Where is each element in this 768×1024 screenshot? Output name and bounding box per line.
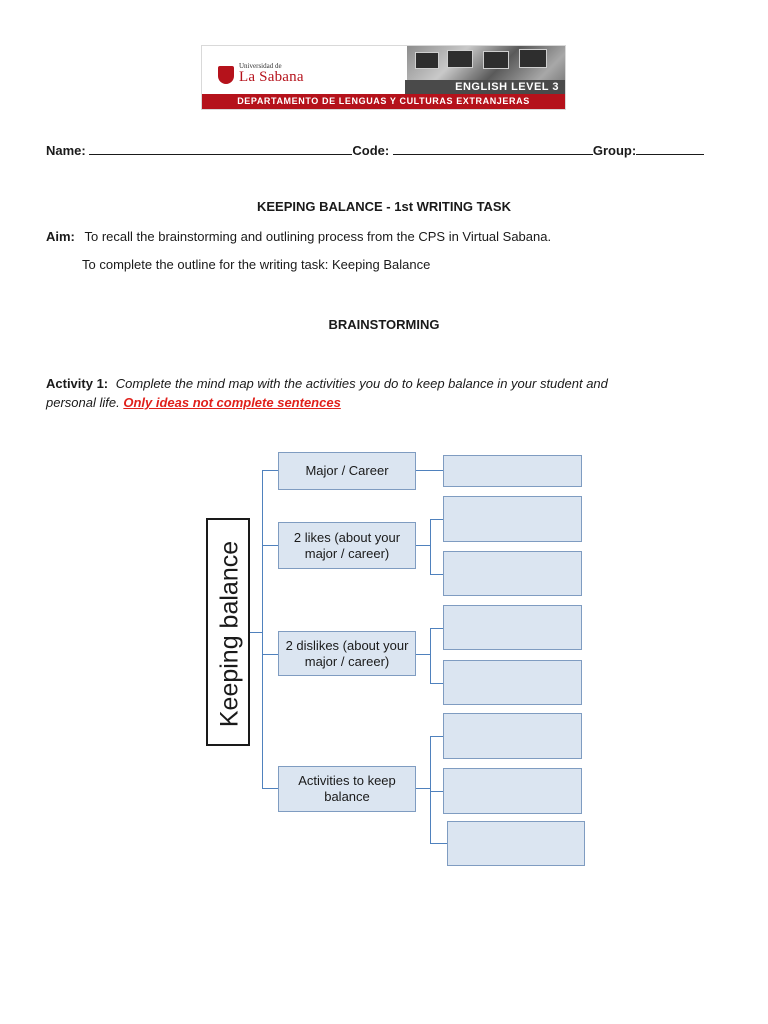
aim-label: Aim:	[46, 229, 75, 244]
activity-label: Activity 1:	[46, 376, 109, 391]
answer-box-like-2[interactable]	[443, 551, 582, 596]
answer-box-like-1[interactable]	[443, 496, 582, 542]
header-banner	[201, 45, 566, 110]
activity-text-a: Complete the mind map with the activities you do to keep balance in your student and	[115, 376, 608, 391]
group-field[interactable]	[636, 143, 704, 155]
code-label: Code:	[352, 143, 390, 158]
aim-text-1: To recall the brainstorming and outlining process from the CPS in Virtual Sabana.	[84, 229, 552, 244]
mindmap-center-label: Keeping balance	[215, 540, 244, 728]
university-logo	[202, 46, 407, 95]
branch-likes: 2 likes (about your major / career)	[278, 522, 416, 569]
answer-box-activity-1[interactable]	[443, 713, 582, 759]
mindmap-center-node	[206, 518, 250, 746]
level-badge: ENGLISH LEVEL 3	[405, 80, 565, 94]
answer-box-activity-3[interactable]	[447, 821, 585, 866]
answer-box-career[interactable]	[443, 455, 582, 487]
department-bar: DEPARTAMENTO DE LENGUAS Y CULTURAS EXTRANJERAS	[202, 94, 565, 109]
branch-major-career: Major / Career	[278, 452, 416, 490]
code-field[interactable]	[393, 143, 593, 155]
group-label: Group:	[592, 143, 637, 158]
aim-line-1	[46, 229, 551, 244]
student-info-row	[46, 143, 718, 158]
aim-text-2: To complete the outline for the writing task: Keeping Balance	[82, 257, 431, 272]
branch-activities: Activities to keep balance	[278, 766, 416, 812]
answer-box-activity-2[interactable]	[443, 768, 582, 814]
shield-icon	[218, 66, 234, 84]
section-title: BRAINSTORMING	[328, 317, 440, 332]
activity-emphasis: Only ideas not complete sentences	[123, 395, 341, 410]
task-title: KEEPING BALANCE - 1st WRITING TASK	[257, 199, 511, 214]
activity-instruction	[46, 374, 726, 412]
university-small-text: Universidad de	[239, 62, 282, 70]
activity-text-b: personal life.	[46, 395, 120, 410]
name-field[interactable]	[89, 143, 352, 155]
branch-dislikes: 2 dislikes (about your major / career)	[278, 631, 416, 676]
name-label: Name:	[46, 143, 86, 158]
answer-box-dislike-1[interactable]	[443, 605, 582, 650]
classroom-photo	[407, 46, 565, 95]
university-name: La Sabana	[239, 69, 304, 85]
answer-box-dislike-2[interactable]	[443, 660, 582, 705]
